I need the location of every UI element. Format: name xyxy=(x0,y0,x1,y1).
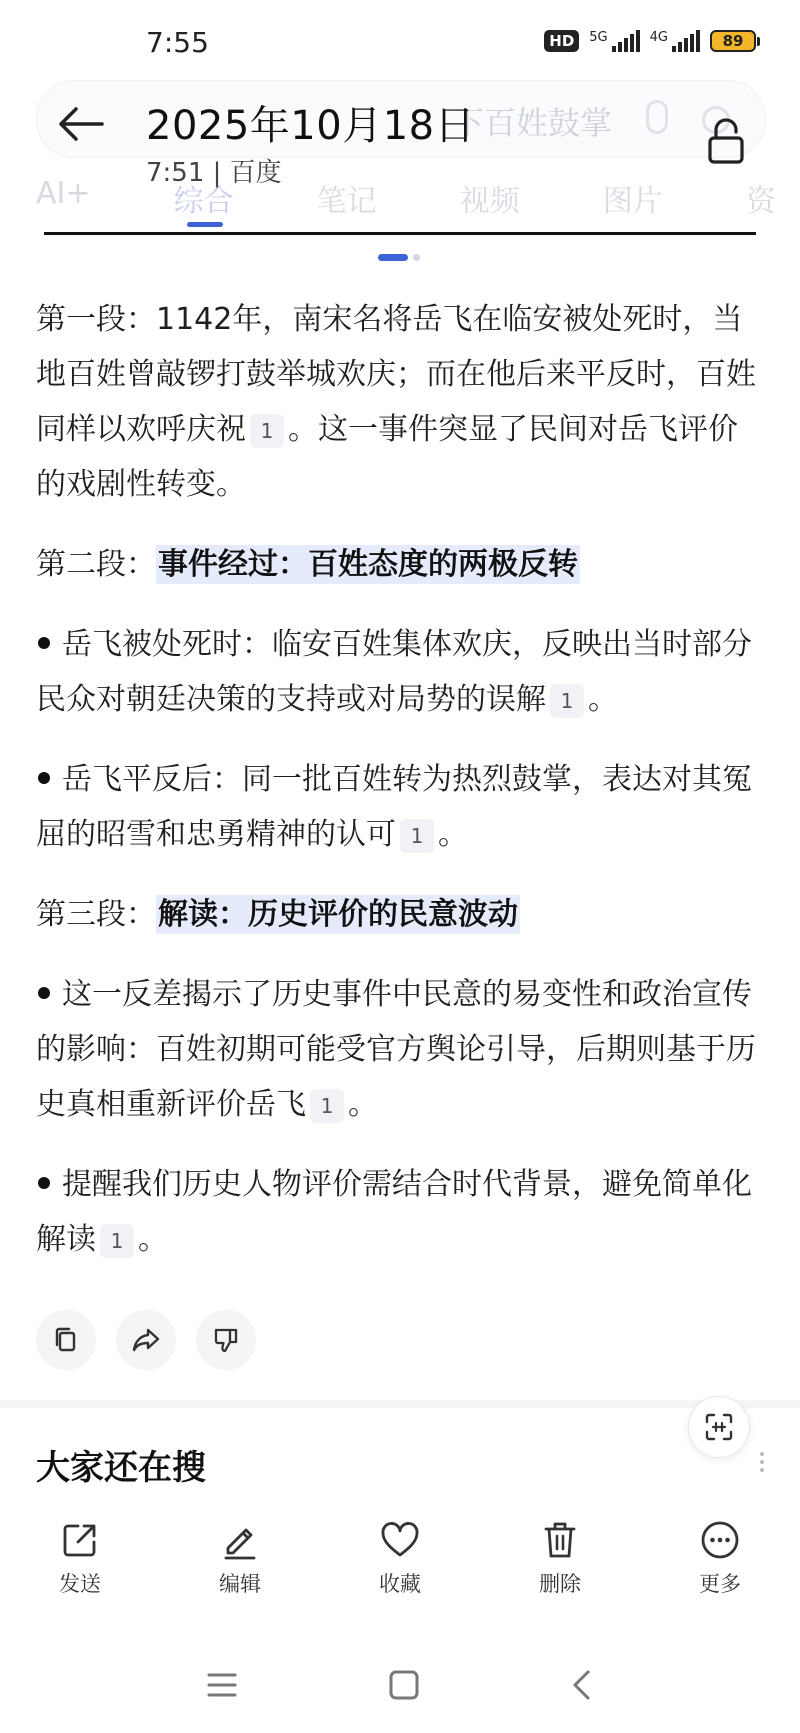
dislike-button[interactable] xyxy=(196,1310,256,1370)
favorite-label: 收藏 xyxy=(379,1572,421,1596)
period: 。 xyxy=(588,682,618,717)
copy-icon xyxy=(52,1326,80,1354)
section-separator xyxy=(0,1400,800,1408)
bullet-1-text: 岳飞被处死时：临安百姓集体欢庆，反映出当时部分民众对朝廷决策的支持或对局势的误解 xyxy=(36,627,752,717)
paragraph-1 xyxy=(36,292,766,512)
edit-button[interactable] xyxy=(180,1518,300,1628)
section-3-label: 第三段： xyxy=(36,897,156,932)
bottom-toolbar xyxy=(0,1518,800,1628)
back-nav-icon[interactable] xyxy=(570,1669,594,1701)
page-indicator xyxy=(378,254,420,261)
bullet-dot xyxy=(38,637,50,649)
drag-handle-icon[interactable] xyxy=(760,1452,764,1472)
menu-icon[interactable] xyxy=(206,1671,238,1699)
more-label: 更多 xyxy=(699,1572,741,1596)
status-icons xyxy=(544,30,760,52)
trash-icon xyxy=(538,1518,582,1562)
page-title: 2025年10月18日 xyxy=(146,103,476,149)
send-button[interactable] xyxy=(20,1518,140,1628)
tab-notes: 笔记 xyxy=(316,184,377,219)
delete-label: 删除 xyxy=(539,1572,581,1596)
heart-icon xyxy=(378,1518,422,1562)
share-button[interactable] xyxy=(116,1310,176,1370)
bullet-item xyxy=(36,752,766,862)
back-arrow-icon[interactable] xyxy=(56,104,106,144)
bullet-item xyxy=(36,617,766,727)
answer-content xyxy=(36,292,766,1292)
battery-icon xyxy=(710,30,760,52)
tab-video: 视频 xyxy=(459,184,520,219)
citation-badge[interactable]: 1 xyxy=(550,684,584,718)
bullet-2-text: 岳飞平反后：同一批百姓转为热烈鼓掌，表达对其冤屈的昭雪和忠勇精神的认可 xyxy=(36,762,752,852)
tab-images: 图片 xyxy=(602,184,663,219)
delete-button[interactable] xyxy=(500,1518,620,1628)
citation-badge[interactable]: 1 xyxy=(310,1089,344,1123)
status-time: 7:55 xyxy=(146,26,209,59)
period: 。 xyxy=(348,1087,378,1122)
send-label: 发送 xyxy=(59,1572,101,1596)
bullet-3-text: 这一反差揭示了历史事件中民意的易变性和政治宣传的影响：百姓初期可能受官方舆论引导，后期则基于历史真相重新评价岳飞 xyxy=(36,977,756,1122)
signal-5g xyxy=(589,30,639,52)
period: 。 xyxy=(438,817,468,852)
divider xyxy=(44,232,756,235)
bullet-dot xyxy=(38,1177,50,1189)
search-query-underlay: 下百姓鼓掌 xyxy=(452,104,613,142)
citation-badge[interactable]: 1 xyxy=(100,1224,134,1258)
section-3 xyxy=(36,887,766,942)
citation-badge[interactable]: 1 xyxy=(400,819,434,853)
time-source: 7:51 | 百度 xyxy=(146,158,282,188)
bullet-item xyxy=(36,1157,766,1267)
tab-indicator xyxy=(187,222,223,227)
more-icon xyxy=(698,1518,742,1562)
signal-bars-icon xyxy=(612,30,640,52)
edit-label: 编辑 xyxy=(219,1572,261,1596)
section-2-heading: 事件经过：百姓态度的两极反转 xyxy=(158,547,578,582)
citation-badge[interactable]: 1 xyxy=(250,414,284,448)
tab-ai: AI+ xyxy=(36,176,91,211)
system-nav-bar xyxy=(0,1650,800,1720)
section-2-label: 第二段： xyxy=(36,547,156,582)
more-button[interactable] xyxy=(660,1518,780,1628)
signal-bars-icon xyxy=(672,30,700,52)
paragraph-1-tail: 。这一事件突显了民间对岳飞评价的戏剧性转变。 xyxy=(36,412,738,502)
share-icon xyxy=(131,1326,161,1354)
send-icon xyxy=(58,1518,102,1562)
section-3-heading: 解读：历史评价的民意波动 xyxy=(158,897,518,932)
unlock-icon[interactable] xyxy=(706,118,746,164)
bullet-dot xyxy=(38,772,50,784)
favorite-button[interactable] xyxy=(340,1518,460,1628)
answer-actions xyxy=(36,1310,256,1370)
bullet-dot xyxy=(38,987,50,999)
bullet-item xyxy=(36,967,766,1132)
net-4g-label: 4G xyxy=(649,30,668,45)
period: 。 xyxy=(138,1222,168,1257)
section-2 xyxy=(36,537,766,592)
home-icon[interactable] xyxy=(388,1669,420,1701)
tab-all: 综合 xyxy=(173,184,234,219)
screenshot-scan-button[interactable] xyxy=(688,1396,750,1458)
net-5g-label: 5G xyxy=(589,30,608,45)
battery-level: 89 xyxy=(710,30,756,52)
hd-voice-icon: HD xyxy=(544,30,579,52)
bullet-4-text: 提醒我们历史人物评价需结合时代背景，避免简单化解读 xyxy=(36,1167,752,1257)
scan-icon xyxy=(704,1412,734,1442)
thumbs-down-icon xyxy=(212,1326,240,1354)
tab-more: 资 xyxy=(745,184,776,219)
edit-icon xyxy=(218,1518,262,1562)
paragraph-1-text: 第一段：1142年，南宋名将岳飞在临安被处死时，当地百姓曾敲锣打鼓举城欢庆；而在他后来平反时，百姓同样以欢呼庆祝 xyxy=(36,302,756,447)
copy-button[interactable] xyxy=(36,1310,96,1370)
mic-icon xyxy=(646,100,668,134)
related-searches-title: 大家还在搜 xyxy=(36,1448,206,1488)
signal-4g xyxy=(650,30,700,52)
